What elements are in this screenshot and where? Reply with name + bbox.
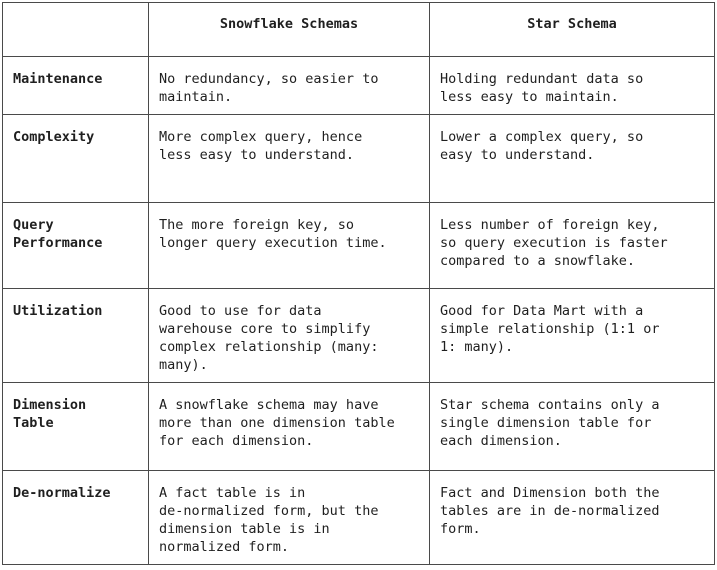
header-row [3,3,715,57]
row-label-complexity: Complexity [3,115,149,203]
snowflake-cell: No redundancy, so easier to maintain. [149,57,430,115]
table-row [3,289,715,383]
table-row [3,383,715,471]
table-row [3,57,715,115]
star-cell: Less number of foreign key, so query execution is faster compared to a snowflake. [430,203,715,289]
header-empty-cell [3,3,149,57]
star-cell: Holding redundant data so less easy to maintain. [430,57,715,115]
table-row [3,203,715,289]
comparison-table [2,2,715,565]
row-label-dimension-table: Dimension Table [3,383,149,471]
star-cell: Lower a complex query, so easy to understand. [430,115,715,203]
snowflake-cell: Good to use for data warehouse core to simplify complex relationship (many: many). [149,289,430,383]
row-label-utilization: Utilization [3,289,149,383]
table-row [3,471,715,565]
row-label-de-normalize: De-normalize [3,471,149,565]
snowflake-cell: More complex query, hence less easy to understand. [149,115,430,203]
snowflake-cell: A snowflake schema may have more than one dimension table for each dimension. [149,383,430,471]
star-cell: Star schema contains only a single dimension table for each dimension. [430,383,715,471]
star-cell: Good for Data Mart with a simple relationship (1:1 or 1: many). [430,289,715,383]
header-star-schema: Star Schema [430,3,715,57]
snowflake-cell: A fact table is in de-normalized form, but the dimension table is in normalized form. [149,471,430,565]
table-row [3,115,715,203]
row-label-maintenance: Maintenance [3,57,149,115]
header-snowflake-schemas: Snowflake Schemas [149,3,430,57]
row-label-query-performance: Query Performance [3,203,149,289]
star-cell: Fact and Dimension both the tables are in de-normalized form. [430,471,715,565]
snowflake-cell: The more foreign key, so longer query execution time. [149,203,430,289]
